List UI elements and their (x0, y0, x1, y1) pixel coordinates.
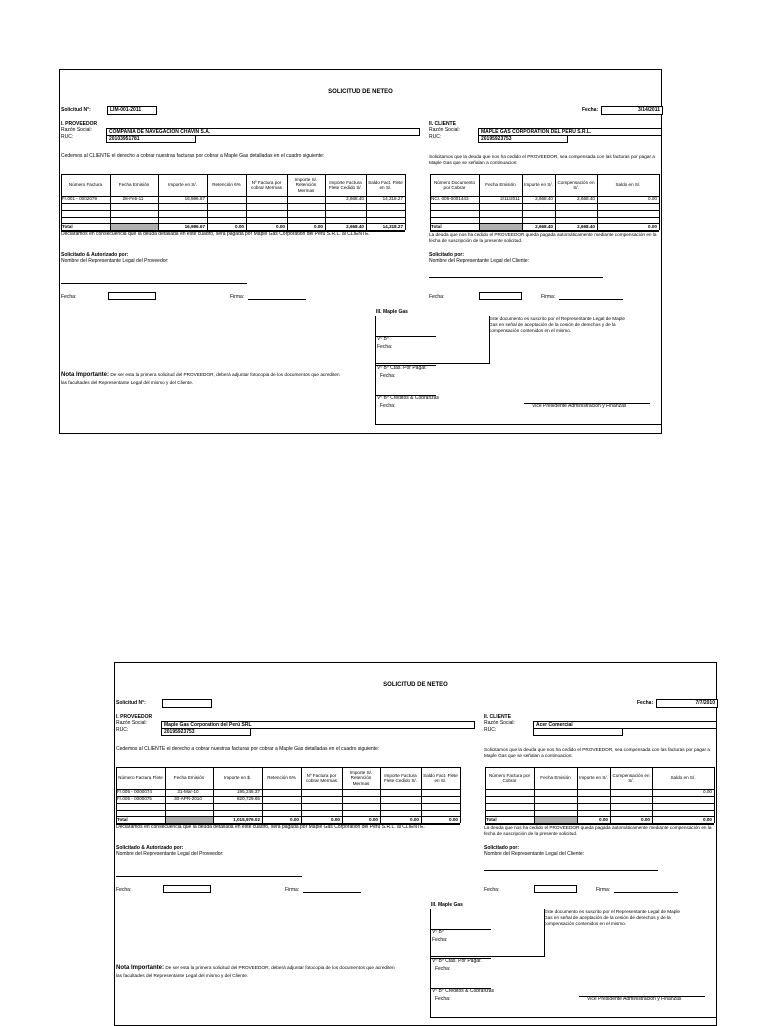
proveedor-razon-label: Razón Social: (116, 720, 147, 726)
table-row-cell: 2,668.40 (346, 196, 364, 201)
table-header-cell: Importe en S/. (524, 182, 553, 188)
fecha-label: Fecha: (582, 107, 599, 113)
table-row-cell: 195,246.37 (237, 789, 260, 794)
table-header-cell: Importe S/. Retención Mermas (294, 177, 318, 193)
table-total-cell: 0.00 (369, 817, 378, 822)
cliente-fecha-label: Fecha: (429, 294, 445, 300)
vb3-label: Vº Bº Créditos & Cobranzas (377, 395, 440, 401)
table-total-cell: 16,986.67 (184, 224, 205, 229)
table-header-cell: Saldo Fact. Flete en S/. (423, 772, 458, 783)
vb1-fecha: Fecha: (432, 937, 448, 943)
nota-title: Nota Importante: (61, 372, 109, 378)
table-header-cell: Importe en S/. (168, 182, 197, 188)
solicitado-title: Solicitado por: (429, 252, 464, 258)
cliente-firma-label: Firma: (596, 887, 611, 893)
maple-box (375, 316, 662, 425)
vb2-label: Vº Bº Ctas. Por Pagar. (377, 365, 427, 371)
table-rule (61, 217, 405, 218)
form-title: SOLICITUD DE NETEO (383, 682, 448, 688)
table-row-cell: 31-Mar-10 (177, 789, 199, 794)
cliente-firma-line[interactable] (559, 299, 623, 300)
cliente-razon-label: Razón Social: (429, 127, 460, 133)
cliente-ruc-label: RUC: (484, 727, 497, 733)
table-header-cell: Fecha Emisión (118, 182, 150, 188)
proveedor-ruc-input[interactable]: 20103951781 (106, 135, 196, 143)
table-row-cell: 2/11/2011 (500, 196, 520, 201)
table-header-cell: Nº Factura por cobrar Mermas (306, 772, 337, 783)
cliente-declaration: La deuda que nos ha cedido el PROVEEDOR queda pagada automáticamente mediante compensación en la fecha de suscripción de la presente solicitud. (429, 232, 657, 243)
table-row-cell: F/.001 - 0002079 (62, 196, 97, 201)
table-rule (61, 174, 405, 175)
table-total-cell: 14,318.27 (382, 224, 403, 229)
maple-box (430, 909, 717, 1018)
table-total-cell: 1,015,976.02 (233, 817, 260, 822)
table-rule (485, 803, 714, 804)
autorizado-sub: Nombre del Representante Legal del Proveedor: (116, 851, 224, 857)
table-row-cell: F/.005 - 0000074 (117, 789, 152, 794)
table-header-cell: Importe en S/. (579, 775, 608, 781)
proveedor-intro: Cedemos al CLIENTE el derecho a cobrar nuestras facturas por cobrar a Maple Gas detalladas en el cuadro siguiente: (116, 746, 380, 752)
table-header-cell: Saldo en S/. (670, 775, 696, 781)
maple-vrule (544, 909, 545, 957)
cliente-ruc-label: RUC: (429, 134, 442, 140)
vb2-fecha: Fecha: (435, 966, 451, 972)
table-header-cell: Número Factura por Cobrar (488, 772, 531, 783)
cliente-intro: Solicitamos que la deuda que nos ha cedido el PROVEEDOR, sea compensada con las facturas por pagar a Maple Gas que se señalan a continuacion: (429, 154, 655, 165)
table-header-cell: Fecha Emisión (485, 182, 516, 188)
vb1-label: Vº Bº (432, 929, 444, 935)
solicitud-input[interactable]: LIM-001-2011 (107, 106, 157, 115)
table-header-cell: Retención 6% (267, 775, 296, 781)
table-row-cell: 2,668.40 (535, 196, 553, 201)
cliente-fecha-input[interactable] (534, 885, 577, 893)
solicitud-label: Solicitud N°: (116, 700, 146, 706)
table-total-cell: Total (62, 224, 73, 229)
table-col-rule (460, 767, 461, 823)
nota-title: Nota Importante: (116, 965, 164, 971)
proveedor-razon-label: Razón Social: (61, 127, 92, 133)
maple-note: Este documento es suscrito por el Representante Legal de Maple Gas en señal de aceptación de la cesión de derechos y de la compensación contenidos en el mismo. (544, 909, 681, 926)
table-total-cell: 0.00 (410, 817, 419, 822)
table-header-cell: Número Factura Flete (118, 775, 163, 781)
fecha-input[interactable]: 3/14/2011 (601, 106, 663, 115)
proveedor-ruc-input[interactable]: 20195923753 (161, 728, 251, 736)
total-grey-cell (480, 224, 522, 230)
table-total-cell: 0.00 (290, 817, 299, 822)
proveedor-firma-line[interactable] (248, 299, 306, 300)
nota-importante (116, 965, 396, 978)
table-row-cell: 14,318.27 (382, 196, 403, 201)
table-total-cell: Total (117, 817, 128, 822)
solicitado-title: Solicitado por: (484, 845, 519, 851)
proveedor-declaration: Declaramos en consecuencia que la deuda detallada en este cuadro, será pagada por Maple Gas Corporation del Perú S.R.L. al CLIENTE. (61, 231, 370, 237)
cliente-razon-label: Razón Social: (484, 720, 515, 726)
table-header-cell: Importe Factura Flete Cedido S/. (384, 772, 417, 783)
cliente-firma-label: Firma: (541, 294, 556, 300)
cliente-razon-input[interactable]: MAPLE GAS CORPORATION DEL PERU S.R.L. (478, 128, 662, 136)
fecha-input[interactable]: 7/7/2010 (656, 699, 718, 708)
table-total-cell: 0.00 (703, 817, 712, 822)
table-header-cell: Retención 6% (212, 182, 241, 188)
nota-text: De ser esta la primera solicitud del PROVEEDOR, deberá adjuntar fotocopia de los documentos que acrediten las facultades del Representante Legal del mismo y del Cliente. (116, 965, 395, 978)
table-rule (116, 810, 460, 811)
vp-label: Vice Presidente Administración y Finanzas (532, 403, 627, 409)
proveedor-firma-line[interactable] (303, 892, 361, 893)
cliente-heading: II. CLIENTE (429, 121, 456, 127)
maple-rule (376, 363, 489, 364)
proveedor-fecha-label: Fecha: (116, 887, 132, 893)
cliente-fecha-input[interactable] (479, 292, 522, 300)
table-total-cell: 2,668.40 (346, 224, 364, 229)
table-row-cell: 30-APR-2010 (174, 796, 202, 801)
table-total-cell: Total (486, 817, 497, 822)
maple-vrule (489, 316, 490, 364)
table-rule (116, 767, 460, 768)
table-total-cell: 2,668.40 (577, 224, 595, 229)
table-total-cell: 0.00 (314, 224, 323, 229)
vb3-label: Vº Bº Créditos & Cobranzas (432, 988, 495, 994)
proveedor-fecha-label: Fecha: (61, 294, 77, 300)
table-total-cell: 0.00 (449, 817, 458, 822)
table-rule (61, 210, 405, 211)
cliente-name-line (484, 870, 658, 871)
table-row-cell: NCr. 005-0001443 (431, 196, 469, 201)
cliente-table (430, 174, 659, 230)
autorizado-sub: Nombre del Representante Legal del Proveedor: (61, 258, 169, 264)
table-row-cell: 0.00 (648, 196, 657, 201)
cliente-razon-input[interactable]: Acer Comercial (533, 721, 717, 729)
table-header-cell: Compensación en S/. (612, 772, 650, 783)
table-header-cell: Saldo Fact. Flete en S/. (368, 179, 403, 190)
proveedor-razon-input[interactable]: COMPAÑIA DE NAVEGACION CHAVIN S.A. (106, 128, 420, 136)
autorizado-title: Solicitado & Autorizado por: (61, 252, 129, 258)
maple-heading: III. Maple Gas (431, 902, 463, 908)
table-col-rule (659, 174, 660, 230)
form-2 (114, 662, 717, 1026)
table-row-cell: 28-Feb-11 (122, 196, 144, 201)
proveedor-name-line (61, 283, 247, 284)
cliente-firma-line[interactable] (614, 892, 678, 893)
table-header-cell: Compensación en S/. (557, 179, 595, 190)
proveedor-name-line (116, 876, 302, 877)
solicitado-sub: Nombre del Representante Legal del Cliente: (484, 851, 585, 857)
solicitud-label: Solicitud N°: (61, 107, 91, 113)
proveedor-firma-label: Firma: (230, 294, 245, 300)
table-total-cell: 0.00 (276, 224, 285, 229)
maple-heading: III. Maple Gas (376, 309, 408, 315)
solicitado-sub: Nombre del Representante Legal del Cliente: (429, 258, 530, 264)
table-header-cell: Saldo en S/. (615, 182, 641, 188)
total-grey-cell (166, 817, 213, 823)
nota-importante (61, 372, 341, 385)
table-header-cell: Número Factura (68, 182, 103, 188)
table-header-cell: Fecha Emisión (540, 775, 571, 781)
table-header-cell: Nº Factura por cobrar Mermas (251, 179, 282, 190)
table-col-rule (714, 767, 715, 823)
table-rule (116, 803, 460, 804)
table-total-cell: 2,668.40 (535, 224, 553, 229)
table-total-cell: 0.00 (641, 817, 650, 822)
maple-note: Este documento es suscrito por el Representante Legal de Maple Gas en señal de aceptación de la cesión de derechos y de la compensación contenidos en el mismo. (489, 316, 626, 333)
table-row-cell: 16,986.67 (184, 196, 205, 201)
vp-label: Vice Presidente Administración y Finanzas (587, 996, 682, 1002)
table-total-cell: 0.00 (331, 817, 340, 822)
table-total-cell: 0.00 (648, 224, 657, 229)
vb3-fecha: Fecha: (435, 996, 451, 1002)
table-total-cell: Total (431, 224, 442, 229)
proveedor-fecha-input[interactable] (163, 885, 211, 893)
proveedor-ruc-label: RUC: (116, 727, 129, 733)
vb1-label: Vº Bº (377, 336, 389, 342)
table-header-cell: Importe S/. Retención Mermas (349, 770, 373, 786)
solicitud-input[interactable] (162, 699, 212, 708)
table-rule (430, 210, 659, 211)
vb1-fecha: Fecha: (377, 344, 393, 350)
table-row-cell: 0.00 (703, 789, 712, 794)
proveedor-ruc-label: RUC: (61, 134, 74, 140)
cliente-declaration: La deuda que nos ha cedido el PROVEEDOR queda pagada automáticamente mediante compensación en la fecha de suscripción de la presente solicitud. (484, 825, 712, 836)
proveedor-table (61, 174, 405, 230)
maple-rule (431, 956, 544, 957)
table-total-cell: 0.00 (235, 224, 244, 229)
autorizado-title: Solicitado & Autorizado por: (116, 845, 184, 851)
proveedor-intro: Cedemos al CLIENTE el derecho a cobrar nuestras facturas por cobrar a Maple Gas detalladas en el cuadro siguiente: (61, 153, 325, 159)
table-header-cell: Número Documento por Cobrar (433, 179, 476, 190)
proveedor-fecha-input[interactable] (108, 292, 156, 300)
cliente-intro: Solicitamos que la deuda que nos ha cedido el PROVEEDOR, sea compensada con las facturas por pagar a Maple Gas que se señalan a continuacion: (484, 747, 710, 758)
nota-text: De ser esta la primera solicitud del PROVEEDOR, deberá adjuntar fotocopia de los documentos que acrediten las facultades del Representante Legal del mismo y del Cliente. (61, 372, 340, 385)
cliente-ruc-input[interactable]: 20195923753 (478, 135, 568, 143)
table-header-cell: Fecha Emisión (173, 775, 205, 781)
vb2-fecha: Fecha: (380, 373, 396, 379)
proveedor-table (116, 767, 460, 823)
table-rule (430, 217, 659, 218)
table-row-cell: 820,729.65 (237, 796, 260, 801)
vb2-label: Vº Bº Ctas. Por Pagar. (432, 958, 482, 964)
cliente-table (485, 767, 714, 823)
form-1 (59, 69, 662, 434)
table-header-cell: Importe Factura Flete Cedido S/. (329, 179, 362, 190)
vb3-fecha: Fecha: (380, 403, 396, 409)
total-grey-cell (111, 224, 158, 230)
table-header-cell: Importe en $. (223, 775, 252, 781)
total-grey-cell (535, 817, 577, 823)
cliente-name-line (429, 277, 603, 278)
cliente-ruc-input[interactable] (533, 728, 623, 736)
proveedor-razon-input[interactable]: Maple Gas Corporation del Perú SRL (161, 721, 475, 729)
fecha-label: Fecha: (637, 700, 654, 706)
table-rule (485, 810, 714, 811)
table-row-cell: 2,668.40 (577, 196, 595, 201)
table-rule (430, 203, 659, 204)
table-rule (430, 174, 659, 175)
proveedor-heading: I. PROVEEDOR (61, 121, 98, 127)
table-rule (61, 203, 405, 204)
table-total-cell: 0.00 (599, 817, 608, 822)
proveedor-heading: I. PROVEEDOR (116, 714, 153, 720)
cliente-heading: II. CLIENTE (484, 714, 511, 720)
table-rule (485, 767, 714, 768)
table-rule (485, 796, 714, 797)
table-col-rule (405, 174, 406, 230)
proveedor-declaration: Declaramos en consecuencia que la deuda detallada en este cuadro, será pagada por Maple Gas Corporation del Perú S.R.L. al CLIENTE. (116, 824, 425, 830)
proveedor-firma-label: Firma: (285, 887, 300, 893)
cliente-fecha-label: Fecha: (484, 887, 500, 893)
form-title: SOLICITUD DE NETEO (328, 89, 393, 95)
table-row-cell: F/.005 - 0000075 (117, 796, 152, 801)
